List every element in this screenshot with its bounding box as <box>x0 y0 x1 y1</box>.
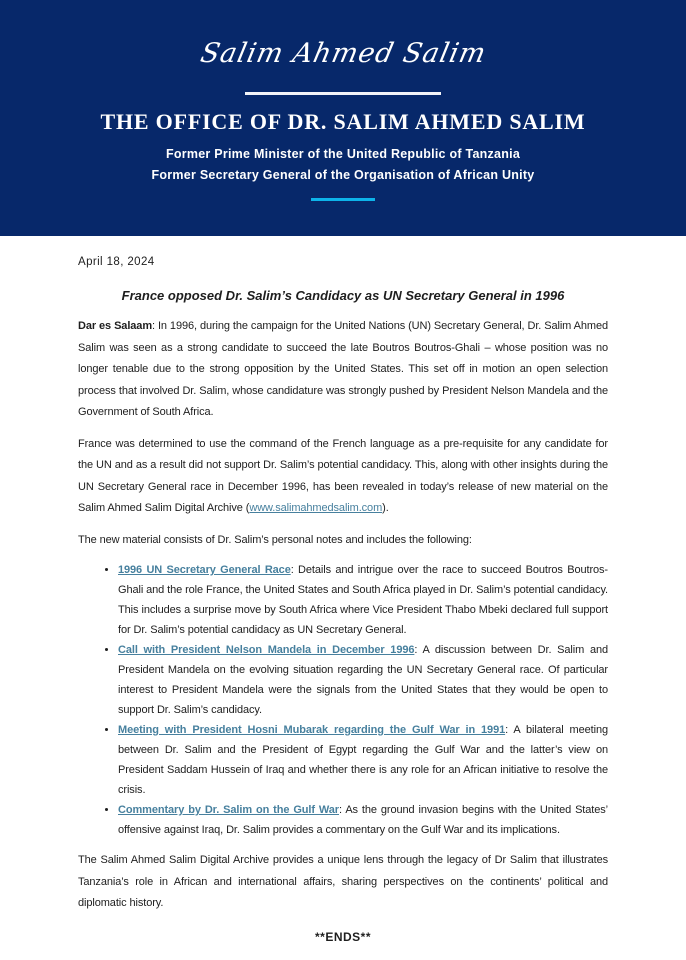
accent-divider <box>311 198 375 201</box>
list-item-gulf-war-commentary <box>118 800 608 840</box>
paragraph-closing: The Salim Ahmed Salim Digital Archive provides a unique lens through the legacy of Dr Salim that illustrates Tanzania’s role in African and international affairs, sharing perspectives on the continents’ political and diplomatic history. <box>78 854 608 909</box>
subtitle-prime-minister: Former Prime Minister of the United Republic of Tanzania <box>165 147 521 161</box>
list-item-mandela-call <box>118 640 608 720</box>
link-call-with-president-mandela[interactable]: Call with President Nelson Mandela in December 1996 <box>118 644 415 656</box>
paragraph-new-material: The new material consists of Dr. Salim’s personal notes and includes the following: <box>78 533 472 546</box>
bullet-text: : As the ground invasion begins with the United States’ offensive against Iraq, Dr. Salim provides a commentary on the Gulf War and its implications. <box>118 804 609 836</box>
headline: France opposed Dr. Salim’s Candidacy as UN Secretary General in 1996 <box>121 288 565 303</box>
dateline-lead: Dar es Salaam <box>78 320 152 332</box>
bullet-text: : Details and intrigue over the race to succeed Boutros Boutros-Ghali and the role France, the United States and South Africa played in Dr. Salim’s potential candidacy. This includes a surprise move by South Africa where Vice President Thabo Mbeki declared full support for Dr. Salim’s potential candidacy as UN Secretary General. <box>118 564 608 636</box>
ends-marker: **ENDS** <box>314 929 372 944</box>
signature-script: Salim Ahmed Salim <box>197 38 489 69</box>
paragraph-dateline <box>78 316 608 424</box>
bullet-text: : A discussion between Dr. Salim and President Mandela on the evolving situation regarding the UN Secretary General race. Of particular interest to President Mandela were the signals from the United States that they would be open to support Dr. Salim’s candidacy. <box>118 644 608 716</box>
list-item-secretary-general-race <box>118 560 608 640</box>
release-date: April 18, 2024 <box>78 256 155 268</box>
paragraph-france <box>78 434 608 520</box>
bullet-list <box>78 560 608 840</box>
office-title: THE OFFICE OF DR. SALIM AHMED SALIM <box>100 109 586 134</box>
link-meeting-president-mubarak[interactable]: Meeting with President Hosni Mubarak regarding the Gulf War in 1991 <box>118 724 506 736</box>
list-item-mubarak-meeting <box>118 720 608 800</box>
paragraph-france-text: France was determined to use the command of the French language as a pre-requisite for any candidate for the UN and as a result did not support Dr. Salim’s potential candidacy. This, along with other insights during the UN Secretary General race in December 1996, has been revealed in today’s release of new material on the Salim Ahmed Salim Digital Archive ( <box>78 437 608 514</box>
link-commentary-gulf-war[interactable]: Commentary by Dr. Salim on the Gulf War <box>118 804 339 816</box>
press-release-body <box>0 236 686 947</box>
bullet-text: : A bilateral meeting between Dr. Salim and the President of Egypt regarding the Gulf War and the latter’s view on President Saddam Hussein of Iraq and whether there is any role for an African initiative to resolve the crisis. <box>118 724 608 796</box>
link-1996-un-secretary-general-race[interactable]: 1996 UN Secretary General Race <box>118 564 291 576</box>
subtitle-secretary-general: Former Secretary General of the Organisation of African Unity <box>151 168 535 182</box>
paragraph-dateline-text: : In 1996, during the campaign for the United Nations (UN) Secretary General, Dr. Salim Ahmed Salim was seen as a strong candidate to succeed the late Boutros Boutros-Ghali – whose position was no longer tenable due to the strong opposition by the United States. This set off in motion an open selection process that involved Dr. Salim, whose candidature was strongly pushed by President Nelson Mandela and the Government of South Africa. <box>78 320 608 418</box>
archive-url-link[interactable]: www.salimahmedsalim.com <box>249 502 383 514</box>
signature-divider <box>245 92 441 95</box>
paragraph-france-closing: ). <box>382 502 389 514</box>
letterhead <box>0 0 686 236</box>
